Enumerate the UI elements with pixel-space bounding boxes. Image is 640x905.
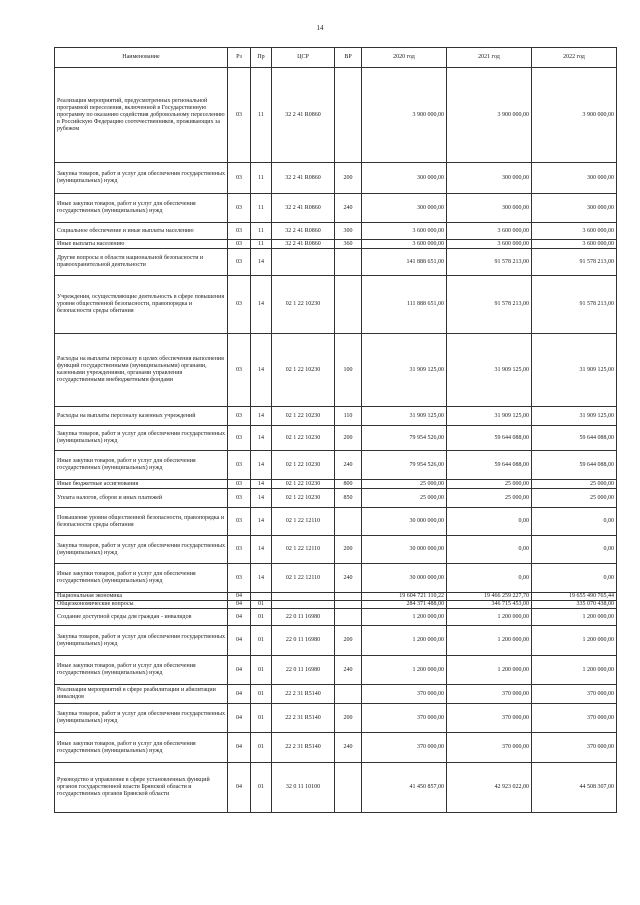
cell-pr: 14 [251,564,272,593]
cell-2020: 370 000,00 [362,704,447,733]
table-row [55,480,617,489]
table-row [55,276,617,334]
cell-2022: 19 655 490 765,44 [532,593,617,601]
cell-2021: 1 200 000,00 [447,626,532,656]
cell-vr: 240 [335,733,362,763]
cell-2021: 91 578 213,00 [447,249,532,276]
table-row [55,593,617,601]
cell-2020: 25 000,00 [362,489,447,508]
cell-csr: 02 1 22 12110 [272,564,335,593]
cell-pr: 11 [251,163,272,194]
cell-2021: 19 466 259 227,70 [447,593,532,601]
cell-2020: 284 371 488,00 [362,601,447,609]
cell-2020: 30 000 000,00 [362,536,447,564]
cell-name: Национальная экономика [55,593,228,601]
cell-2020: 3 900 000,00 [362,68,447,163]
cell-name: Иные выплаты населению [55,240,228,249]
cell-pr: 14 [251,451,272,480]
cell-vr: 200 [335,536,362,564]
cell-rz: 03 [228,68,251,163]
cell-2022: 370 000,00 [532,704,617,733]
cell-2021: 0,00 [447,564,532,593]
cell-2022: 300 000,00 [532,163,617,194]
cell-name: Иные бюджетные ассигнования [55,480,228,489]
cell-2021: 3 600 000,00 [447,223,532,240]
table-row [55,426,617,451]
header-name: Наименование [55,48,228,68]
cell-rz: 03 [228,508,251,536]
cell-2022: 300 000,00 [532,194,617,223]
cell-csr: 02 1 22 10230 [272,451,335,480]
cell-rz: 03 [228,276,251,334]
cell-vr: 850 [335,489,362,508]
cell-csr: 22 0 11 16980 [272,656,335,685]
table-row [55,334,617,407]
cell-name: Повышение уровня общественной безопасности, правопорядка и безопасности среды обитания [55,508,228,536]
cell-vr: 200 [335,626,362,656]
cell-rz: 03 [228,194,251,223]
cell-vr [335,249,362,276]
cell-name: Расходы на выплаты персоналу в целях обеспечения выполнения функций государственными (муниципальными) органами, казенными учреждениями, органами управления государственными внебюджетными фондами [55,334,228,407]
cell-2020: 111 888 651,00 [362,276,447,334]
header-pr: Пр [251,48,272,68]
cell-2020: 1 200 000,00 [362,656,447,685]
cell-pr: 01 [251,733,272,763]
cell-2021: 0,00 [447,536,532,564]
cell-2022: 59 644 088,00 [532,451,617,480]
cell-2020: 30 000 000,00 [362,564,447,593]
cell-pr: 01 [251,609,272,626]
cell-pr: 14 [251,489,272,508]
cell-rz: 03 [228,451,251,480]
cell-vr: 240 [335,451,362,480]
cell-csr: 02 1 22 10230 [272,276,335,334]
header-csr: ЦСР [272,48,335,68]
cell-csr: 02 1 22 10230 [272,407,335,426]
cell-vr: 110 [335,407,362,426]
cell-name: Другие вопросы в области национальной безопасности и правоохранительной деятельности [55,249,228,276]
cell-csr: 02 1 22 10230 [272,480,335,489]
cell-pr: 01 [251,763,272,813]
cell-2020: 300 000,00 [362,194,447,223]
header-2022: 2022 год [532,48,617,68]
cell-vr: 100 [335,334,362,407]
cell-name: Закупка товаров, работ и услуг для обеспечения государственных (муниципальных) нужд [55,163,228,194]
cell-rz: 03 [228,249,251,276]
cell-2020: 300 000,00 [362,163,447,194]
cell-2021: 370 000,00 [447,704,532,733]
cell-2020: 1 200 000,00 [362,626,447,656]
header-vr: ВР [335,48,362,68]
cell-2020: 25 000,00 [362,480,447,489]
table-row [55,194,617,223]
cell-vr [335,276,362,334]
cell-vr: 800 [335,480,362,489]
cell-2020: 141 888 651,00 [362,249,447,276]
table-row [55,451,617,480]
cell-2020: 31 909 125,00 [362,334,447,407]
cell-name: Иные закупки товаров, работ и услуг для обеспечения государственных (муниципальных) нужд [55,194,228,223]
cell-2020: 19 604 721 110,22 [362,593,447,601]
cell-rz: 03 [228,426,251,451]
cell-2021: 31 909 125,00 [447,407,532,426]
header-2020: 2020 год [362,48,447,68]
cell-2022: 370 000,00 [532,733,617,763]
cell-pr: 14 [251,480,272,489]
cell-2022: 0,00 [532,564,617,593]
cell-name: Руководство и управление в сфере установленных функций органов государственной власти Брянской области и государственных органов Брянской области [55,763,228,813]
cell-vr [335,508,362,536]
cell-2022: 370 000,00 [532,685,617,704]
cell-2020: 79 954 526,00 [362,426,447,451]
cell-2022: 1 200 000,00 [532,656,617,685]
cell-name: Реализация мероприятий, предусмотренных региональной программой переселения, включенной в Государственную программу по оказанию содействия добровольному переселению в Российскую Федерацию соотечественников, проживающих за рубежом [55,68,228,163]
cell-2021: 0,00 [447,508,532,536]
cell-rz: 03 [228,480,251,489]
cell-2022: 0,00 [532,508,617,536]
table-body [55,68,617,813]
cell-name: Закупка товаров, работ и услуг для обеспечения государственных (муниципальных) нужд [55,704,228,733]
cell-rz: 03 [228,223,251,240]
cell-name: Закупка товаров, работ и услуг для обеспечения государственных (муниципальных) нужд [55,626,228,656]
cell-pr: 11 [251,68,272,163]
cell-2020: 41 450 857,00 [362,763,447,813]
cell-2021: 31 909 125,00 [447,334,532,407]
cell-csr: 32 2 41 R0860 [272,223,335,240]
cell-pr: 01 [251,656,272,685]
cell-rz: 04 [228,601,251,609]
table-row [55,536,617,564]
cell-name: Учреждения, осуществляющие деятельность в сфере повышения уровня общественной безопасности, правопорядка и безопасности среды обитания [55,276,228,334]
cell-vr [335,601,362,609]
cell-pr: 11 [251,223,272,240]
cell-2022: 25 000,00 [532,489,617,508]
cell-vr [335,609,362,626]
cell-csr [272,593,335,601]
table-row [55,564,617,593]
cell-csr [272,249,335,276]
header-2021: 2021 год [447,48,532,68]
table-row [55,704,617,733]
cell-rz: 04 [228,733,251,763]
table-row [55,407,617,426]
cell-2022: 91 578 213,00 [532,249,617,276]
cell-name: Общеэкономические вопросы [55,601,228,609]
table-row [55,508,617,536]
cell-2022: 0,00 [532,536,617,564]
cell-2022: 3 600 000,00 [532,223,617,240]
cell-2021: 42 923 022,00 [447,763,532,813]
cell-2020: 79 954 526,00 [362,451,447,480]
table-row [55,489,617,508]
cell-2020: 3 600 000,00 [362,240,447,249]
cell-2021: 1 200 000,00 [447,656,532,685]
cell-csr: 02 1 22 10230 [272,489,335,508]
table-row [55,685,617,704]
cell-csr: 32 2 41 R0860 [272,68,335,163]
cell-rz: 04 [228,685,251,704]
cell-name: Создание доступной среды для граждан - инвалидов [55,609,228,626]
cell-2021: 3 900 000,00 [447,68,532,163]
table-row [55,763,617,813]
cell-csr: 22 2 31 R5140 [272,733,335,763]
cell-rz: 04 [228,763,251,813]
cell-csr: 22 2 31 R5140 [272,704,335,733]
cell-2022: 91 578 213,00 [532,276,617,334]
cell-2021: 91 578 213,00 [447,276,532,334]
table-row [55,609,617,626]
cell-vr [335,593,362,601]
cell-rz: 03 [228,163,251,194]
cell-vr: 200 [335,426,362,451]
cell-name: Уплата налогов, сборов и иных платежей [55,489,228,508]
table-row [55,68,617,163]
cell-vr: 200 [335,704,362,733]
header-rz: Рз [228,48,251,68]
table-row [55,733,617,763]
cell-2021: 25 000,00 [447,480,532,489]
cell-csr: 32 2 41 R0860 [272,240,335,249]
cell-csr: 02 1 22 12110 [272,508,335,536]
cell-2021: 370 000,00 [447,685,532,704]
cell-name: Закупка товаров, работ и услуг для обеспечения государственных (муниципальных) нужд [55,426,228,451]
cell-2022: 25 000,00 [532,480,617,489]
table-row [55,626,617,656]
cell-2021: 59 644 088,00 [447,426,532,451]
cell-2020: 3 600 000,00 [362,223,447,240]
cell-csr [272,601,335,609]
cell-csr: 22 2 31 R5140 [272,685,335,704]
cell-csr: 02 1 22 10230 [272,334,335,407]
cell-vr [335,685,362,704]
cell-2022: 335 070 438,00 [532,601,617,609]
cell-rz: 04 [228,593,251,601]
cell-rz: 03 [228,564,251,593]
cell-pr: 01 [251,601,272,609]
cell-csr: 22 0 11 16980 [272,609,335,626]
cell-csr: 02 1 22 10230 [272,426,335,451]
cell-2022: 31 909 125,00 [532,407,617,426]
cell-rz: 04 [228,656,251,685]
cell-pr: 14 [251,407,272,426]
cell-name: Расходы на выплаты персоналу казенных учреждений [55,407,228,426]
cell-pr: 14 [251,334,272,407]
cell-vr: 240 [335,194,362,223]
cell-2022: 1 200 000,00 [532,626,617,656]
cell-vr: 300 [335,223,362,240]
cell-2020: 1 200 000,00 [362,609,447,626]
cell-pr: 11 [251,194,272,223]
cell-name: Иные закупки товаров, работ и услуг для обеспечения государственных (муниципальных) нужд [55,451,228,480]
cell-pr: 14 [251,536,272,564]
page-number: 14 [316,24,324,32]
cell-name: Иные закупки товаров, работ и услуг для обеспечения государственных (муниципальных) нужд [55,656,228,685]
cell-2021: 3 600 000,00 [447,240,532,249]
table-row [55,223,617,240]
cell-pr: 14 [251,276,272,334]
cell-rz: 03 [228,407,251,426]
cell-name: Иные закупки товаров, работ и услуг для обеспечения государственных (муниципальных) нужд [55,564,228,593]
cell-2021: 300 000,00 [447,163,532,194]
cell-2022: 1 200 000,00 [532,609,617,626]
cell-pr: 14 [251,249,272,276]
cell-name: Реализация мероприятий в сфере реабилитации и абилитации инвалидов [55,685,228,704]
cell-vr [335,68,362,163]
cell-2020: 30 000 000,00 [362,508,447,536]
cell-2021: 59 644 088,00 [447,451,532,480]
cell-2021: 300 000,00 [447,194,532,223]
cell-csr: 32 0 11 10100 [272,763,335,813]
cell-rz: 03 [228,334,251,407]
cell-2021: 25 000,00 [447,489,532,508]
cell-pr: 01 [251,685,272,704]
cell-2021: 346 715 453,00 [447,601,532,609]
cell-csr: 32 2 41 R0860 [272,163,335,194]
cell-rz: 03 [228,489,251,508]
table-header-row [55,48,617,68]
cell-2021: 370 000,00 [447,733,532,763]
cell-csr: 22 0 11 16980 [272,626,335,656]
cell-2020: 31 909 125,00 [362,407,447,426]
cell-2022: 3 900 000,00 [532,68,617,163]
cell-name: Социальное обеспечение и иные выплаты населению [55,223,228,240]
cell-name: Закупка товаров, работ и услуг для обеспечения государственных (муниципальных) нужд [55,536,228,564]
table-row [55,163,617,194]
cell-vr: 360 [335,240,362,249]
cell-2022: 3 600 000,00 [532,240,617,249]
cell-2022: 44 508 307,00 [532,763,617,813]
table-row [55,249,617,276]
cell-2021: 1 200 000,00 [447,609,532,626]
cell-2022: 31 909 125,00 [532,334,617,407]
cell-pr: 14 [251,426,272,451]
cell-2020: 370 000,00 [362,685,447,704]
cell-pr: 01 [251,704,272,733]
cell-vr: 240 [335,656,362,685]
cell-pr: 01 [251,626,272,656]
cell-csr: 02 1 22 12110 [272,536,335,564]
cell-vr [335,763,362,813]
table-row [55,656,617,685]
budget-table [54,47,617,813]
cell-name: Иные закупки товаров, работ и услуг для обеспечения государственных (муниципальных) нужд [55,733,228,763]
cell-rz: 04 [228,704,251,733]
cell-2020: 370 000,00 [362,733,447,763]
cell-csr: 32 2 41 R0860 [272,194,335,223]
cell-pr [251,593,272,601]
cell-rz: 03 [228,240,251,249]
cell-2022: 59 644 088,00 [532,426,617,451]
cell-pr: 14 [251,508,272,536]
cell-rz: 03 [228,536,251,564]
cell-vr: 240 [335,564,362,593]
cell-vr: 200 [335,163,362,194]
table-row [55,601,617,609]
cell-rz: 04 [228,609,251,626]
cell-pr: 11 [251,240,272,249]
table-row [55,240,617,249]
cell-rz: 04 [228,626,251,656]
